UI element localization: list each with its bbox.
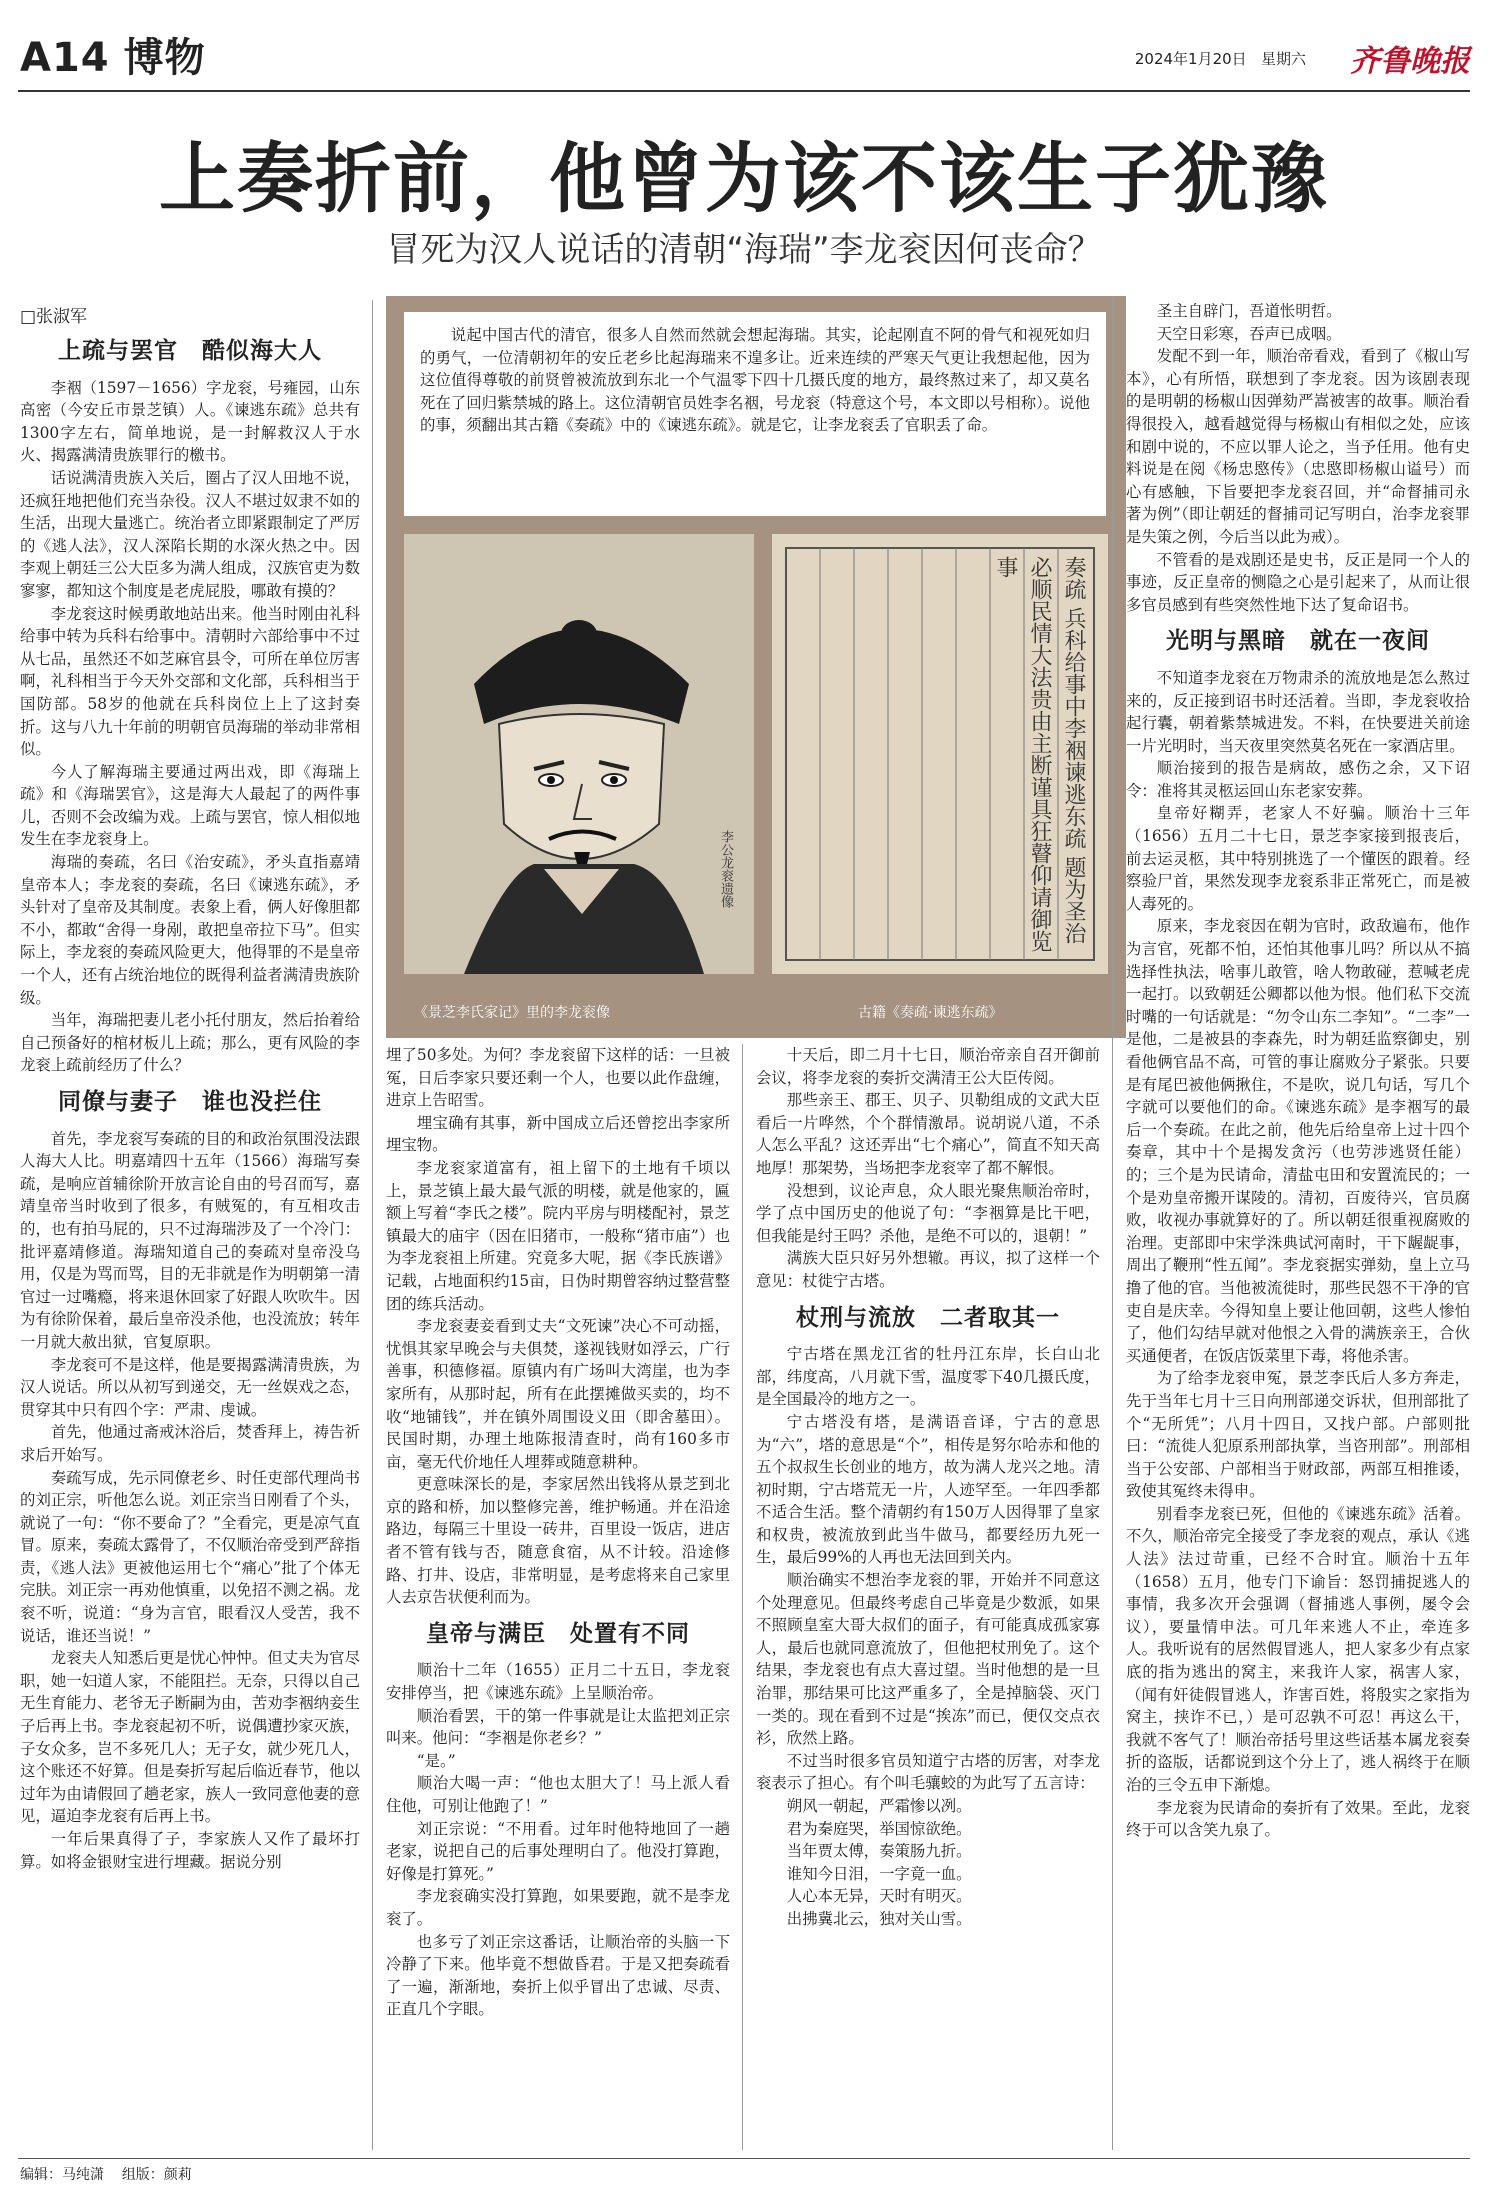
paragraph: 李龙衮可不是这样，他是要揭露满清贵族，为汉人说话。所以从初写到递交，无一丝娱戏之态，贯穿其中只有四个字：严肃、虔诚。	[20, 1355, 360, 1419]
editor-credit: 编辑：马纯潇	[20, 2167, 104, 2183]
footer-rule	[18, 2158, 1470, 2159]
issue-date-line	[1135, 48, 1306, 69]
page-header	[20, 26, 220, 83]
column-divider	[1112, 300, 1113, 2150]
paragraph: 海瑞的奏疏，名曰《治安疏》，矛头直指嘉靖皇帝本人；李龙衮的奏疏，名曰《谏逃东疏》，矛头针对了皇帝及其制度。表象上看，俩人好像胆都不小，都敢“舍得一身剐，敢把皇帝拉下马”。但实际上，李龙衮的奏疏风险更大，他得罪的不是皇帝一个人，还有占统治地位的既得利益者满清贵族阶级。	[20, 853, 360, 1007]
paragraph: 皇帝好糊弄，老家人不好骗。顺治十三年（1656）五月二十七日，景芝李家接到报丧后，前去运灵柩，其中特别挑选了一个懂医的跟着。经察验尸首，果然发现李龙衮系非正常死亡，而是被人毒死的。	[1126, 804, 1470, 913]
paragraph: 首先，李龙衮写奏疏的目的和政治氛围没法跟人海大人比。明嘉靖四十五年（1566）海瑞写奏疏，是响应首辅徐阶开放言论自由的号召而写，嘉靖皇帝当时收到了很多，有贼冤的，有互相攻击的，也有拍马屁的，只不过海瑞涉及了一个冷门：批评嘉靖修道。海瑞知道自己的奏疏对皇帝没乌用，仅是为骂而骂，目的无非就是作为明朝第一清官过一过嘴瘾，将来退休回家了好跟人吹吹牛。因为有徐阶保着，最后皇帝没杀他，也没流放；转年一月就大赦出狱，官复原职。	[20, 1129, 360, 1351]
column-4	[1126, 300, 1470, 2156]
headline: 上奏折前，他曾为该不该生子犹豫	[159, 134, 1329, 223]
section-name: 博物	[123, 35, 206, 81]
column-2	[386, 1044, 730, 2156]
paragraph: 宁古塔没有塔，是满语音译，宁古的意思为“六”，塔的意思是“个”，相传是努尔哈赤和他的五个叔叔生长创业的地方，故为满人龙兴之地。清初时期，宁古塔荒无一片，人迹罕至。一年四季都不适合生活。整个清朝约有150万人因得罪了皇家和权贵，被流放到此当牛做马，都要经历九死一生，最后99%的人再也无法回到关内。	[756, 1412, 1100, 1567]
paragraph: 李龙衮妻妾看到丈夫“文死谏”决心不可动摇，忧惧其家早晚会与夫俱焚，遂视钱财如浮云，广行善事，积德修福。原镇内有广场叫大湾崖，也为李家所有，从那时起，所有在此摆摊做买卖的，均不收“地铺钱”，并在镇外周围设义田（即舍墓田）。民国时期，办理土地陈报清查时，尚有160多市亩，毫无代价地任人埋葬或随意耕种。	[386, 1317, 730, 1471]
paragraph: 十天后，即二月十七日，顺治帝亲自召开御前会议，将李龙衮的奏折交满清王公大臣传阅。	[756, 1046, 1100, 1087]
column-divider	[372, 300, 373, 2150]
section-heading: 杖刑与流放 二者取其一	[796, 1304, 1060, 1331]
paragraph: 顺治确实不想治李龙衮的罪，开始并不同意这个处理意见。但最终考虑自己毕竟是少数派，如果不照顾皇室大哥大叔们的面子，有可能真成孤家寡人，最后也就同意流放了，但他把杖刑免了。这个结果，李龙衮也有点大喜过望。当时他想的是一旦治罪，那结果可比这严重多了，全是掉脑袋、灭门一类的。现在看到不过是“挨冻”而已，便仅交点衣衫，欣然上路。	[756, 1571, 1100, 1748]
page-number: A14	[20, 35, 110, 81]
portrait-illustration	[404, 534, 754, 974]
paragraph: 埋了50多处。为何？李龙衮留下这样的话：一旦被冤，日后李家只要还剩一个人，也要以此作盘缠，进京上告昭雪。	[386, 1046, 730, 1110]
paragraph: 顺治大喝一声：“他也太胆大了！马上派人看住他，可别让他跑了！”	[386, 1774, 730, 1815]
paragraph: 顺治接到的报告是病故，感伤之余，又下诏令：准将其灵柩运回山东老家安葬。	[1126, 759, 1470, 800]
poem-line: 谁知今日泪，一字竟一血。	[786, 1864, 972, 1883]
column-3	[756, 1044, 1100, 2156]
intro-text: 说起中国古代的清官，很多人自然而然就会想起海瑞。其实，论起刚直不阿的骨气和视死如归的勇气，一位清朝初年的安丘老乡比起海瑞来不遑多让。近来连续的严寒天气更让我想起他，因为这位值得尊敬的前贤曾被流放到东北一个气温零下四十几摄氏度的地方，最终熬过来了，却又莫名死在了回归紫禁城的路上。这位清朝官员姓李名裀，号龙衮（特意这个号，本文即以号相称）。说他的事，须翻出其古籍《奏疏》中的《谏逃东疏》。就是它，让李龙衮丢了官职丢了命。	[420, 326, 1090, 435]
paragraph: 没想到，议论声息，众人眼光聚焦顺治帝时，学了点中国历史的他说了句：“李裀算是比干吧，但我能是纣王吗？杀他，是绝不可以的，退朝！”	[756, 1181, 1100, 1245]
subheadline: 冒死为汉人说话的清朝“海瑞”李龙衮因何丧命？	[386, 230, 1102, 270]
paragraph: 顺治看罢，干的第一件事就是让太监把刘正宗叫来。他问：“李裀是你老乡？”	[386, 1706, 730, 1748]
newspaper-logo: 齐鲁晚报	[1350, 44, 1470, 79]
portrait-inscription: 李公龙衮遗像	[718, 830, 733, 908]
intro-box	[404, 312, 1106, 516]
paragraph: 首先，他通过斋戒沐浴后，焚香拜上，祷告祈求后开始写。	[20, 1423, 360, 1464]
paragraph: 满族大臣只好另外想辙。再议，拟了这样一个意见：杖徙宁古塔。	[756, 1249, 1100, 1290]
document-text: 奏疏 兵科给事中李裀谏逃东疏 题为圣治必顺民情大法贵由主断谨具狂瞽仰请御览事	[993, 556, 1086, 952]
byline: □张淑军	[20, 307, 88, 327]
paragraph: 顺治十二年（1655）正月二十五日，李龙衮安排停当，把《谏逃东疏》上呈顺治帝。	[386, 1661, 730, 1703]
paragraph: 更意味深长的是，李家居然出钱将从景芝到北京的路和桥，加以整修完善，维护畅通。并在沿途路边，每隔三十里设一砖井，百里设一饭店，进店者不管有钱与否，随意食宿，从不计较。沿途修路、打井、设店，非常明显，是考虑将来自己家里人去京告状便利而为。	[386, 1475, 730, 1607]
paragraph: 李龙衮家道富有，祖上留下的土地有千顷以上，景芝镇上最大最气派的明楼，就是他家的，匾额上写着“李氏之楼”。院内平房与明楼配衬，景芝镇最大的庙宇（因在旧猪市，一般称“猪市庙”）也为李龙衮祖上所建。究竟多大呢，据《李氏族谱》记载，占地面积约15亩，日伪时期曾容纳过整营整团的练兵活动。	[386, 1158, 730, 1313]
poem-line: 圣主自辟门，吾道怅明哲。	[1156, 302, 1342, 320]
paragraph: 宁古塔在黑龙江省的牡丹江东岸，长白山北部，纬度高，八月就下雪，温度零下40几摄氏度，是全国最冷的地方之一。	[756, 1345, 1100, 1409]
paragraph: 李龙衮为民请命的奏折有了效果。至此，龙衮终于可以含笑九泉了。	[1126, 1798, 1470, 1840]
poem-line: 天空日彩寒，吞声已成咽。	[1156, 324, 1342, 343]
issue-date: 2024年1月20日	[1134, 50, 1247, 68]
poem-line: 人心本无异，天时有明灭。	[786, 1887, 972, 1906]
portrait-caption: 《景芝李氏家记》里的李龙衮像	[414, 1005, 610, 1021]
paragraph: 一年后果真得了子，李家族人又作了最坏打算。如将金银财宝进行埋藏。据说分别	[20, 1830, 360, 1871]
paragraph: 今人了解海瑞主要通过两出戏，即《海瑞上疏》和《海瑞罢官》，这是海大人最起了的两件事儿，否则不会改编为戏。上疏与罢官，惊人相似地发生在李龙衮身上。	[20, 762, 360, 849]
paragraph: 奏疏写成，先示同僚老乡、时任吏部代理尚书的刘正宗，听他怎么说。刘正宗当日刚看了个头，就说了一句：“你不要命了？”全看完，更是凉气直冒。原来，奏疏太露骨了，不仅顺治帝受到严辞指责，《逃人法》更被他运用七个“痛心”批了个体无完肤。刘正宗一再劝他慎重，以免招不测之祸。龙衮不听，说道：“身为言官，眼看汉人受苦，我不说话，谁还当说！”	[20, 1468, 360, 1645]
paragraph: 不知道李龙衮在万物肃杀的流放地是怎么熬过来的，反正接到诏书时还活着。当即，李龙衮收拾起行囊，朝着紫禁城进发。不料，在快要进关前途一片光明时，当天夜里突然莫名死在一家酒店里。	[1126, 668, 1470, 755]
footer-credits	[20, 2164, 192, 2184]
document-caption: 古籍《奏疏·谏逃东疏》	[858, 1005, 1003, 1021]
section-heading: 皇帝与满臣 处置有不同	[426, 1620, 690, 1647]
column-divider	[742, 1044, 743, 2150]
poem-line: 君为秦庭哭，举国惊欲绝。	[786, 1819, 972, 1838]
section-heading: 同僚与妻子 谁也没拦住	[58, 1089, 322, 1115]
issue-weekday: 星期六	[1260, 50, 1306, 68]
paragraph: 为了给李龙衮申冤，景芝李氏后人多方奔走，先于当年七月十三日向刑部递交诉状，但刑部批了个“无所凭”；八月十四日，又找户部。户部则批曰：“流徙人犯原系刑部执掌，当咨刑部”。刑部相当于公安部、户部相当于财政部，两部互相推诿，致使其冤终未得申。	[1126, 1369, 1470, 1501]
layout-credit: 组版：颜莉	[121, 2167, 192, 2183]
paragraph: 不过当时很多官员知道宁古塔的厉害，对李龙衮表示了担心。有个叫毛骧蛟的为此写了五言诗：	[756, 1751, 1100, 1793]
paragraph: 龙衮夫人知悉后更是忧心忡忡。但丈夫为官尽职，她一妇道人家，不能阻拦。无奈，只得以自己无生育能力、老爷无子断嗣为由，苦劝李裀纳妾生子后再上书。李龙衮起初不听，说偶遭抄家灭族，子女众多，岂不多死几人；无子女，就少死几人，这个账还不好算。但是奏折写起后临近春节，他以过年为由请假回了趟老家，族人一致同意他妻的意见，逼迫李龙衮有后再上书。	[20, 1649, 360, 1826]
paragraph: 原来，李龙衮因在朝为官时，政敌遍布，他作为言官，死都不怕，还怕其他事儿吗？所以从不搞选择性执法，啥事儿敢管，啥人物敢碰，惹喊老虎一起打。以致朝廷公卿都以他为恨。他们私下交流时嘴的一句话就是：“勿令山东二李知”。“二李”一是他，二是被县的李森先，时为朝廷监察御史，别看他俩官品不高，可管的事让腐败分子紧张。只要是有尾巴被他俩揪住，不是吹，说几句话，写几个字就可以要他们的命。《谏逃东疏》是李裀写的最后一个奏疏。在此之前，他先后给皇帝上过十四个奏章，其中十个是揭发贪污（也劳涉逃贤任能）的；三个是为民请命，清盐屯田和安置流民的；一个是劝皇帝搬开谋陵的。清初，百废待兴，官员腐败，收视办事就算好的了。所以朝廷很重视腐败的治理。吏部即中宋学洙典试河南时，干下龌龊事，周出了鞭刑“性五闻”。李龙衮据实弹劾，皇上立马撸了他的官。当他被流徙时，那些民怨不干净的官吏自是庆幸。今得知皇上要让他回朝，这些人惨怕了，他们勾结早就对他恨之入骨的满族亲王，合伙买通便者，在饭店饭菜里下毒，将他杀害。	[1126, 917, 1470, 1365]
section-heading: 上疏与罢官 酷似海大人	[58, 338, 322, 364]
paragraph: 也多亏了刘正宗这番话，让顺治帝的头脑一下冷静了下来。他毕竟不想做昏君。于是又把奏疏看了一遍，渐渐地，奏折上似乎冒出了忠诚、尽责、正直几个字眼。	[386, 1932, 730, 2019]
paragraph: 别看李龙衮已死，但他的《谏逃东疏》活着。不久，顺治帝完全接受了李龙衮的观点，承认《逃人法》法过苛重，已经不合时宜。顺治十五年（1658）五月，他专门下谕旨：怒罚捕捉逃人的事情，我多次开会强调（督捕逃人事例，屡令会议），要量情申法。可几年来逃人不止，牵连多人。我听说有的居然假冒逃人，把人家多少有点家底的指为逃出的窝主，来我许人家，祸害人家，（闻有奸徒假冒逃人，诈害百姓，将殷实之家指为窝主，挟诈不已，）是可忍孰不可忍！再这么干，我就不客气了！顺治帝括号里这些话基本属龙衮奏折的盗版，话都说到这个分上了，逃人祸终于在顺治的三令五申下渐熄。	[1126, 1504, 1470, 1794]
poem-line: 出拂冀北云，独对关山雪。	[786, 1909, 972, 1928]
header-rule	[18, 90, 1470, 92]
poem-line: 当年贾太傅，奏策肠九折。	[786, 1842, 972, 1861]
paragraph: 埋宝确有其事，新中国成立后还曾挖出李家所埋宝物。	[386, 1113, 730, 1155]
paragraph: 不管看的是戏剧还是史书，反正是同一个人的事迹，反正皇帝的恻隐之心是引起来了，从而让很多官员感到有些突然性地下达了复命诏书。	[1126, 550, 1470, 614]
paragraph: 李龙衮确实没打算跑，如果要跑，就不是李龙衮了。	[386, 1887, 730, 1928]
portrait-image	[404, 534, 754, 974]
paragraph: 刘正宗说：“不用看。过年时他特地回了一趟老家，说把自己的后事处理明白了。他没打算跑，好像是打算死。”	[386, 1819, 730, 1883]
paragraph: 李裀（1597－1656）字龙衮，号雍园，山东高密（今安丘市景芝镇）人。《谏逃东疏》总共有1300字左右，简单地说，是一封解救汉人于水火、揭露满清贵族罪行的檄书。	[20, 378, 360, 465]
paragraph: “是。”	[416, 1751, 456, 1770]
paragraph: 李龙衮这时候勇敢地站出来。他当时刚由礼科给事中转为兵科右给事中。清朝时六部给事中不过从七品，虽然还不如芝麻官县令，可所在单位厉害啊，礼科相当于今天外交部和文化部，兵科相当于国防部。58岁的他就在兵科岗位上上了这封奏折。这与八九十年前的明朝官员海瑞的举动非常相似。	[20, 604, 360, 759]
paragraph: 当年，海瑞把妻儿老小托付朋友，然后抬着给自己预备好的棺材板儿上疏；那么，更有风险的李龙衮上疏前经历了什么？	[20, 1011, 360, 1075]
paragraph: 话说满清贵族入关后，圈占了汉人田地不说，还疯狂地把他们充当杂役。汉人不堪过奴隶不如的生活，出现大量逃亡。统治者立即紧跟制定了严厉的《逃人法》，汉人深陷长期的水深火热之中。因李观上朝廷三公大臣多为满人组成，汉族官吏为数寥寥，都知这个制度是老虎屁股，哪敢有摸的？	[20, 468, 360, 600]
section-heading: 光明与黑暗 就在一夜间	[1166, 628, 1430, 655]
poem-line: 朔风一朝起，严霜惨以冽。	[786, 1797, 972, 1815]
paragraph: 发配不到一年，顺治帝看戏，看到了《椒山写本》，心有所悟，联想到了李龙衮。因为该剧表现的是明朝的杨椒山因弹劾严嵩被害的故事。顺治看得很投入，越看越觉得与杨椒山有相似之处，应该和剧中说的，不应以罪人论之，当予任用。他有史料说是在阅《杨忠愍传》（忠愍即杨椒山谥号）而心有感触，下旨要把李龙衮召回，并“命督捕司永著为例”（即让朝廷的督捕司记写明白，治李龙衮罪是失策之例，今后当以此为戒）。	[1126, 347, 1470, 546]
paragraph: 那些亲王、郡王、贝子、贝勒组成的文武大臣看后一片哗然，个个群情激昂。说胡说八道，不杀人怎么平乱？这还弄出“七个痛心”，简直不知天高地厚！那架势，当场把李龙衮宰了都不解恨。	[756, 1091, 1100, 1177]
column-1	[20, 326, 360, 2156]
